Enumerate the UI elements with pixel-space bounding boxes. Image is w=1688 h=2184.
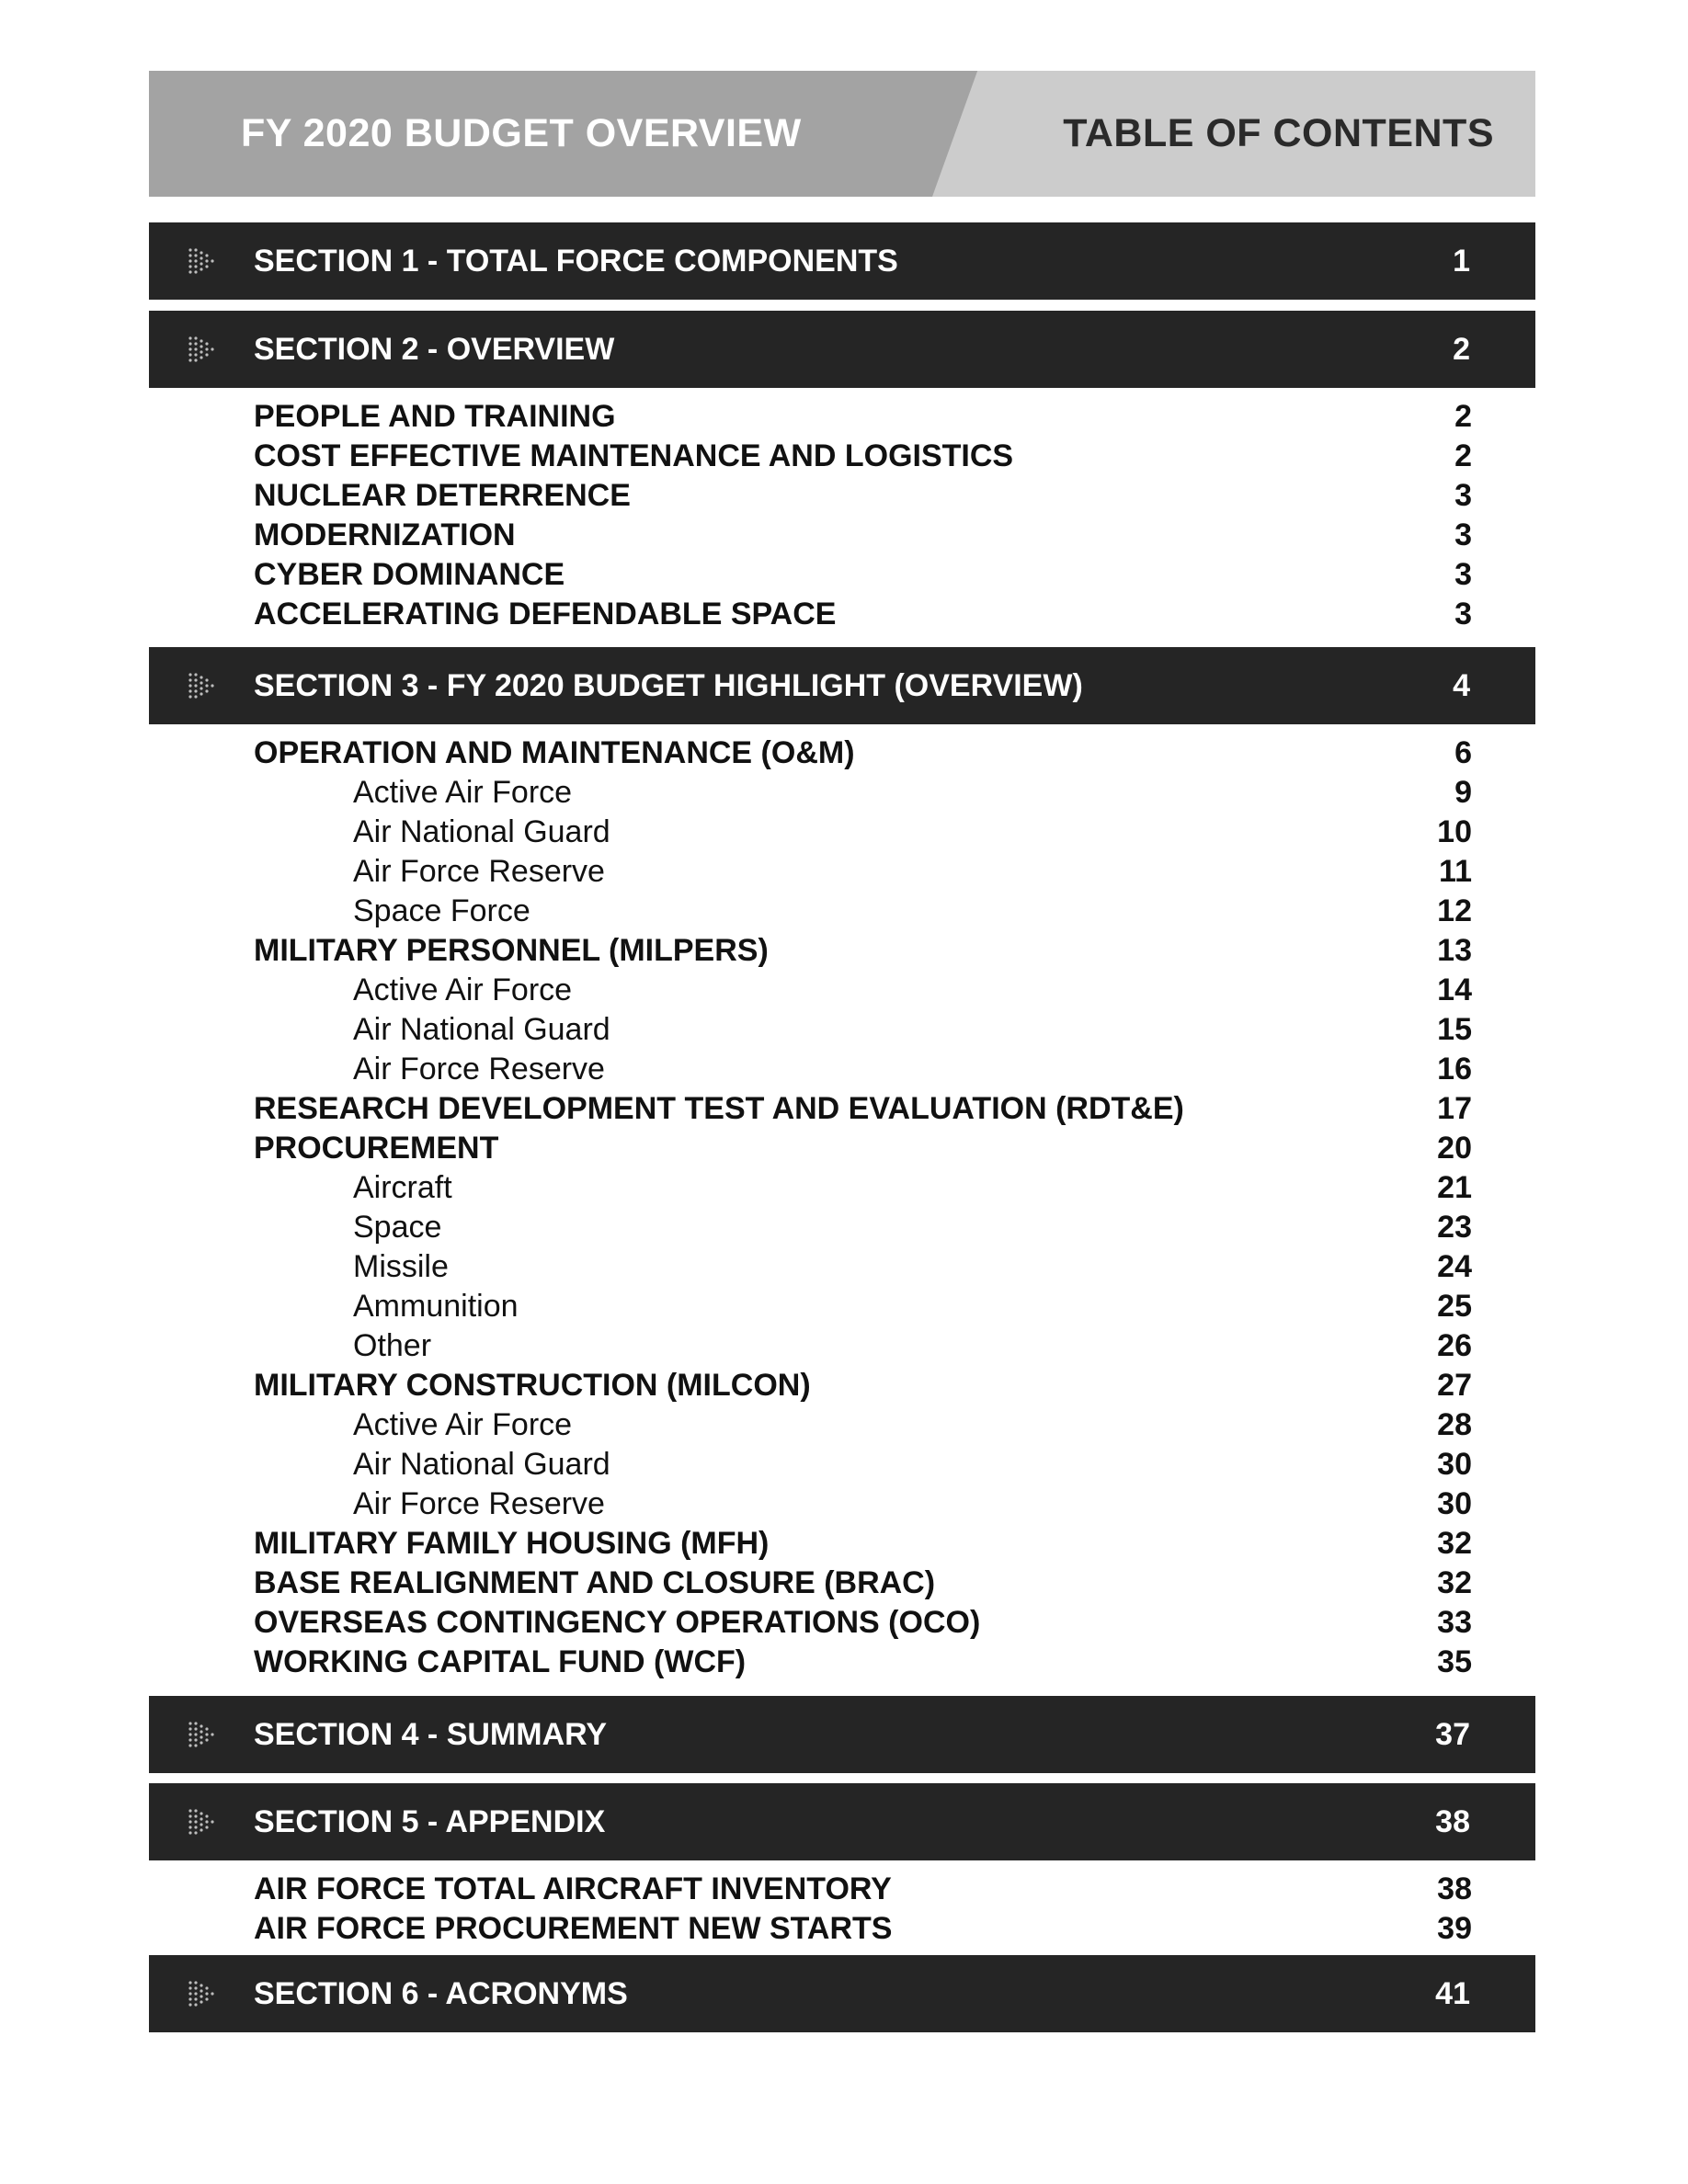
toc-subentry[interactable] [254,971,1472,1010]
dot-arrow-icon [188,247,217,275]
section-3-entries [254,734,1472,1682]
toc-entry-page: 23 [1437,1210,1472,1245]
toc-entry-page: 32 [1437,1565,1472,1600]
toc-entry[interactable] [254,1366,1472,1405]
toc-subentry[interactable] [254,1445,1472,1484]
section-page-number: 2 [1453,332,1470,367]
toc-entry[interactable] [254,931,1472,971]
toc-entry-page: 27 [1437,1368,1472,1403]
toc-entry-page: 28 [1437,1407,1472,1442]
section-3-bar[interactable] [149,647,1535,724]
section-2-bar[interactable] [149,311,1535,388]
dot-arrow-icon [188,672,217,700]
toc-entry-label: RESEARCH DEVELOPMENT TEST AND EVALUATION (RDT&E) [254,1091,1184,1126]
toc-entry-label: Active Air Force [353,1407,573,1442]
toc-subentry[interactable] [254,1050,1472,1089]
toc-entry-label: Aircraft [353,1170,452,1205]
toc-entry-page: 20 [1437,1131,1472,1166]
section-title: SECTION 6 - ACRONYMS [254,1976,628,2011]
toc-entry-page: 12 [1437,893,1472,928]
section-title: SECTION 2 - OVERVIEW [254,332,615,367]
toc-entry[interactable] [254,1643,1472,1682]
toc-subentry[interactable] [254,1287,1472,1326]
toc-entry-page: 35 [1437,1644,1472,1679]
toc-entry-label: PEOPLE AND TRAINING [254,399,616,434]
toc-entry-page: 38 [1437,1871,1472,1906]
toc-entry-label: OVERSEAS CONTINGENCY OPERATIONS (OCO) [254,1605,981,1640]
toc-entry-label: Active Air Force [353,973,573,1007]
section-title: SECTION 5 - APPENDIX [254,1804,606,1839]
toc-entry-page: 10 [1437,814,1472,849]
toc-entry-page: 3 [1454,518,1472,552]
section-title: SECTION 4 - SUMMARY [254,1717,608,1752]
section-page-number: 37 [1435,1717,1470,1752]
toc-entry[interactable] [254,516,1472,555]
section-5-bar[interactable] [149,1783,1535,1860]
document-title: FY 2020 BUDGET OVERVIEW [241,111,802,155]
toc-entry-page: 30 [1437,1447,1472,1482]
section-title: SECTION 1 - TOTAL FORCE COMPONENTS [254,244,898,279]
toc-subentry[interactable] [254,1247,1472,1287]
toc-subentry[interactable] [254,1405,1472,1445]
toc-entry-label: Other [353,1328,432,1363]
toc-entry-label: Air National Guard [353,1012,610,1047]
toc-heading: TABLE OF CONTENTS [1063,111,1494,155]
toc-entry-page: 25 [1437,1289,1472,1324]
section-6-bar[interactable] [149,1955,1535,2032]
dot-arrow-icon [188,1721,217,1748]
toc-entry-label: Air National Guard [353,814,610,849]
toc-entry-label: MODERNIZATION [254,518,516,552]
toc-entry-page: 30 [1437,1486,1472,1521]
toc-entry-label: Space Force [353,893,530,928]
toc-entry-label: PROCUREMENT [254,1131,499,1166]
toc-entry-label: BASE REALIGNMENT AND CLOSURE (BRAC) [254,1565,936,1600]
toc-entry-label: CYBER DOMINANCE [254,557,565,592]
toc-entry[interactable] [254,1870,1472,1909]
toc-entry-label: WORKING CAPITAL FUND (WCF) [254,1644,747,1679]
toc-entry-page: 33 [1437,1605,1472,1640]
dot-arrow-icon [188,1808,217,1836]
toc-entry-page: 3 [1454,557,1472,592]
toc-entry[interactable] [254,1089,1472,1129]
toc-subentry[interactable] [254,1168,1472,1208]
toc-entry-page: 21 [1437,1170,1472,1205]
toc-entry-page: 14 [1437,973,1472,1007]
toc-entry-label: NUCLEAR DETERRENCE [254,478,631,513]
toc-subentry[interactable] [254,813,1472,852]
toc-entry[interactable] [254,437,1472,476]
toc-entry-page: 3 [1454,597,1472,631]
toc-entry-label: Air Force Reserve [353,1486,605,1521]
toc-entry-label: Air Force Reserve [353,854,605,889]
toc-subentry[interactable] [254,1484,1472,1524]
toc-entry[interactable] [254,734,1472,773]
toc-entry-page: 15 [1437,1012,1472,1047]
toc-entry-label: Ammunition [353,1289,519,1324]
toc-subentry[interactable] [254,1010,1472,1050]
toc-subentry[interactable] [254,852,1472,892]
toc-entry-label: Missile [353,1249,449,1284]
section-title: SECTION 3 - FY 2020 BUDGET HIGHLIGHT (OVERVIEW) [254,668,1083,703]
toc-entry[interactable] [254,397,1472,437]
toc-subentry[interactable] [254,773,1472,813]
toc-entry-page: 32 [1437,1526,1472,1561]
toc-entry-page: 11 [1439,854,1472,889]
section-page-number: 4 [1453,668,1470,703]
toc-entry-label: MILITARY CONSTRUCTION (MILCON) [254,1368,811,1403]
toc-entry-page: 16 [1437,1052,1472,1086]
toc-entry[interactable] [254,1524,1472,1564]
section-1-bar[interactable] [149,222,1535,300]
toc-entry[interactable] [254,1603,1472,1643]
toc-entry-page: 2 [1454,399,1472,434]
toc-entry[interactable] [254,1564,1472,1603]
section-4-bar[interactable] [149,1696,1535,1773]
toc-entry-page: 13 [1437,933,1472,968]
toc-entry-label: AIR FORCE PROCUREMENT NEW STARTS [254,1911,893,1946]
toc-subentry[interactable] [254,1326,1472,1366]
toc-subentry[interactable] [254,1208,1472,1247]
toc-entry-page: 6 [1454,735,1472,770]
toc-entry-label: Space [353,1210,442,1245]
section-5-entries [254,1870,1472,1949]
toc-entry-page: 26 [1437,1328,1472,1363]
toc-entry[interactable] [254,1909,1472,1949]
section-page-number: 1 [1453,244,1470,279]
toc-entry-label: MILITARY FAMILY HOUSING (MFH) [254,1526,770,1561]
section-page-number: 38 [1435,1804,1470,1839]
toc-entry-page: 9 [1454,775,1472,810]
toc-entry-label: Active Air Force [353,775,573,810]
toc-entry-label: Air National Guard [353,1447,610,1482]
toc-entry-label: ACCELERATING DEFENDABLE SPACE [254,597,837,631]
toc-entry-page: 39 [1437,1911,1472,1946]
toc-entry-label: OPERATION AND MAINTENANCE (O&M) [254,735,855,770]
toc-entry-label: MILITARY PERSONNEL (MILPERS) [254,933,769,968]
toc-entry[interactable] [254,555,1472,595]
toc-entry-page: 3 [1454,478,1472,513]
dot-arrow-icon [188,1980,217,2008]
toc-entry-label: COST EFFECTIVE MAINTENANCE AND LOGISTICS [254,438,1014,473]
toc-entry-label: AIR FORCE TOTAL AIRCRAFT INVENTORY [254,1871,892,1906]
section-page-number: 41 [1435,1976,1470,2011]
toc-entry[interactable] [254,1129,1472,1168]
toc-entry-page: 24 [1437,1249,1472,1284]
toc-entry[interactable] [254,476,1472,516]
header-banner [149,71,1535,197]
section-2-entries [254,397,1472,634]
toc-entry-page: 2 [1454,438,1472,473]
toc-entry-label: Air Force Reserve [353,1052,605,1086]
toc-entry-page: 17 [1437,1091,1472,1126]
dot-arrow-icon [188,336,217,363]
toc-subentry[interactable] [254,892,1472,931]
toc-entry[interactable] [254,595,1472,634]
